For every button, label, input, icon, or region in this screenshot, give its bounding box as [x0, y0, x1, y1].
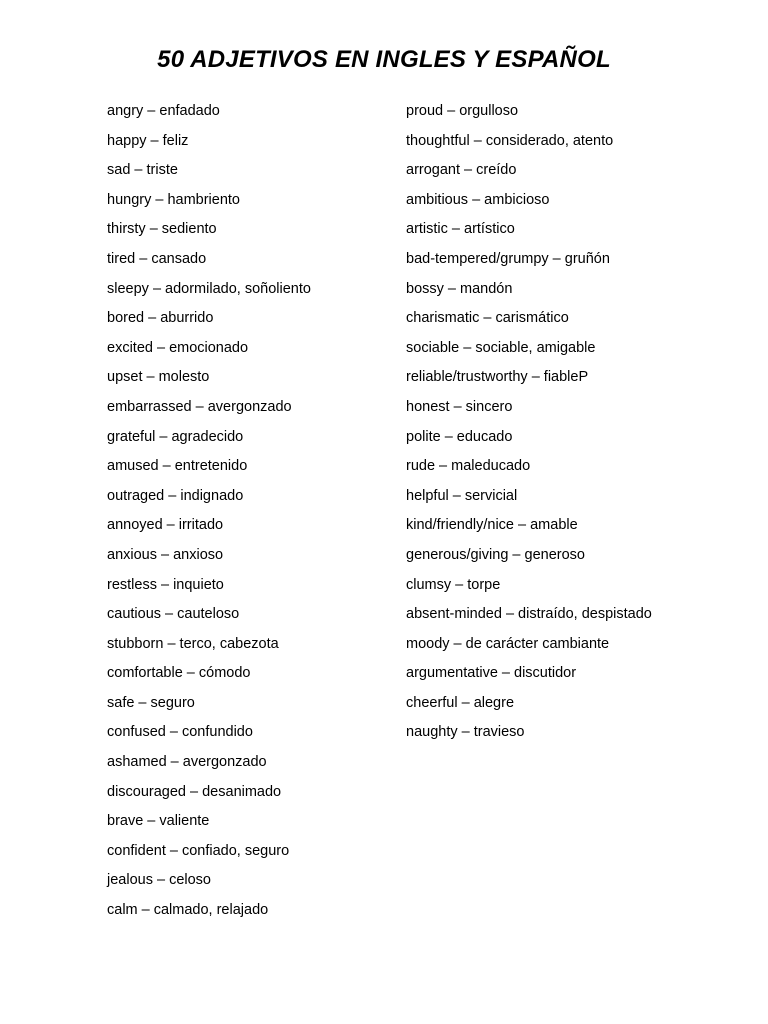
- adjective-entry: argumentative – discutidor: [406, 665, 577, 682]
- adjective-entry: rude – maleducado: [406, 458, 531, 475]
- adjective-entry: reliable/trustworthy – fiableP: [406, 369, 589, 386]
- adjective-entry: embarrassed – avergonzado: [107, 398, 292, 415]
- adjective-entry: cautious – cauteloso: [107, 606, 240, 623]
- adjective-entry: hungry – hambriento: [107, 191, 240, 208]
- adjective-entry: naughty – travieso: [406, 724, 525, 741]
- adjective-entry: clumsy – torpe: [406, 576, 501, 593]
- adjective-entry: bossy – mandón: [406, 280, 513, 297]
- adjective-entry: absent-minded – distraído, despistado: [406, 606, 652, 623]
- right-adjective-list: [406, 101, 656, 752]
- adjective-entry: comfortable – cómodo: [107, 665, 251, 682]
- adjective-entry: thoughtful – considerado, atento: [406, 132, 614, 149]
- adjective-entry: tired – cansado: [107, 250, 207, 267]
- adjective-entry: generous/giving – generoso: [406, 546, 585, 563]
- adjective-entry: thirsty – sediento: [107, 221, 217, 238]
- adjective-entry: safe – seguro: [107, 694, 195, 711]
- adjective-entry: annoyed – irritado: [107, 517, 224, 534]
- page-title: 50 ADJETIVOS EN INGLES Y ESPAÑOL: [157, 46, 611, 73]
- adjective-entry: ambitious – ambicioso: [406, 191, 550, 208]
- adjective-entry: polite – educado: [406, 428, 513, 445]
- left-adjective-list: [107, 101, 387, 930]
- adjective-entry: restless – inquieto: [107, 576, 224, 593]
- adjective-entry: upset – molesto: [107, 369, 210, 386]
- adjective-entry: artistic – artístico: [406, 221, 515, 238]
- adjective-entry: stubborn – terco, cabezota: [107, 635, 279, 652]
- adjective-entry: cheerful – alegre: [406, 694, 515, 711]
- adjective-entry: angry – enfadado: [107, 103, 220, 119]
- adjective-entry: bad-tempered/grumpy – gruñón: [406, 250, 610, 267]
- adjective-entry: proud – orgulloso: [406, 103, 519, 119]
- adjective-entry: confident – confiado, seguro: [107, 842, 290, 859]
- adjective-entry: jealous – celoso: [107, 872, 211, 889]
- adjective-entry: sad – triste: [107, 162, 178, 179]
- adjective-entry: charismatic – carismático: [406, 310, 569, 327]
- adjective-entry: helpful – servicial: [406, 487, 518, 504]
- adjective-entry: kind/friendly/nice – amable: [406, 517, 578, 534]
- adjective-entry: ashamed – avergonzado: [107, 754, 267, 771]
- adjective-entry: grateful – agradecido: [107, 428, 244, 445]
- adjective-entry: amused – entretenido: [107, 458, 248, 475]
- adjective-entry: calm – calmado, relajado: [107, 902, 269, 919]
- adjective-entry: sociable – sociable, amigable: [406, 339, 596, 356]
- adjective-entry: sleepy – adormilado, soñoliento: [107, 280, 311, 297]
- adjective-entry: anxious – anxioso: [107, 546, 224, 563]
- adjective-entry: discouraged – desanimado: [107, 783, 282, 800]
- adjective-entry: excited – emocionado: [107, 339, 249, 356]
- adjective-entry: honest – sincero: [406, 398, 513, 415]
- adjective-entry: happy – feliz: [107, 132, 189, 149]
- adjective-entry: arrogant – creído: [406, 162, 517, 179]
- adjective-entry: outraged – indignado: [107, 487, 244, 504]
- adjective-entry: bored – aburrido: [107, 310, 214, 327]
- adjective-entry: moody – de carácter cambiante: [406, 635, 610, 652]
- adjective-entry: brave – valiente: [107, 813, 210, 830]
- adjective-entry: confused – confundido: [107, 724, 253, 741]
